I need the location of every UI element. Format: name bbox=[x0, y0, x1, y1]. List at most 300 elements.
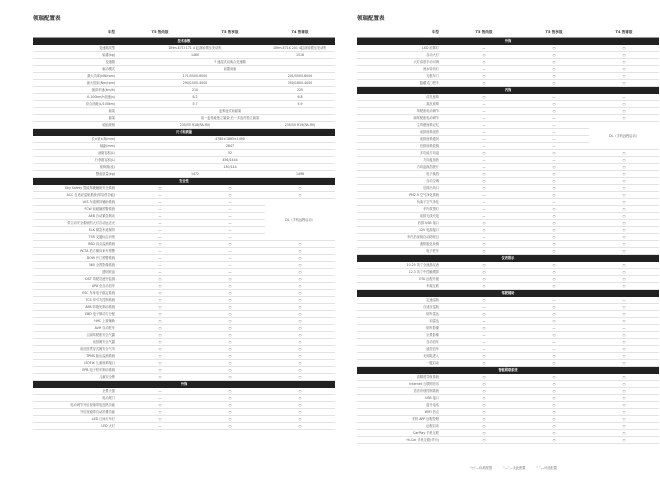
value-cell: ○ bbox=[449, 227, 519, 234]
row-label: 驾驶座电动调节 bbox=[357, 108, 449, 115]
value-cell: ○ bbox=[195, 297, 265, 304]
row-label: 后排出风口 bbox=[357, 185, 449, 192]
table-row bbox=[357, 220, 659, 227]
row-label: 真皮座椅 bbox=[357, 101, 449, 108]
value-cell: ○ bbox=[519, 430, 589, 437]
value-cell: ○ bbox=[449, 220, 519, 227]
row-label: 无框车门 bbox=[357, 73, 449, 80]
section-header bbox=[33, 129, 335, 136]
table-row bbox=[33, 353, 335, 360]
value-cell: 201/5500-6000 bbox=[265, 73, 335, 80]
value-cell: ○ bbox=[265, 276, 335, 283]
value-cell: ○ bbox=[449, 262, 519, 269]
value-cell: ○ bbox=[589, 213, 659, 220]
value-cell: ○ bbox=[195, 374, 265, 381]
row-label: 遮阳板化妆镜 bbox=[357, 241, 449, 248]
value-cell: ○ bbox=[265, 360, 335, 367]
row-label: DOW 开门预警系统 bbox=[33, 255, 125, 262]
value-cell: ○ bbox=[449, 73, 519, 80]
row-label: 10.25 英寸全液晶仪表 bbox=[357, 262, 449, 269]
table-row bbox=[357, 101, 659, 108]
value-cell: ○ bbox=[265, 269, 335, 276]
value-cell: ○ bbox=[589, 409, 659, 416]
value-cell: ○ bbox=[519, 409, 589, 416]
table-row bbox=[33, 122, 335, 129]
value-cell: ○ bbox=[519, 192, 589, 199]
value-cell: — bbox=[449, 115, 519, 122]
value-cell: ○ bbox=[589, 248, 659, 255]
value-cell: ○ bbox=[449, 353, 519, 360]
row-label: Internet 互联网音乐 bbox=[357, 381, 449, 388]
value-cell: ○ bbox=[519, 59, 589, 66]
value-cell: ○ bbox=[265, 241, 335, 248]
value-cell: ○ bbox=[125, 346, 195, 353]
value-cell: ○ bbox=[265, 283, 335, 290]
value-cell: ○ bbox=[519, 402, 589, 409]
table-row bbox=[357, 178, 659, 185]
value-cell: ○ bbox=[519, 423, 589, 430]
row-label: 驱动模式 bbox=[33, 66, 125, 73]
value-cell: ○ bbox=[265, 255, 335, 262]
table-row bbox=[357, 283, 659, 290]
row-label: 电动调节外后视镜带电加热功能 bbox=[33, 402, 125, 409]
table-row bbox=[33, 199, 335, 206]
section-header bbox=[33, 381, 335, 388]
row-label: DST 驾驶员疲劳监测 bbox=[33, 276, 125, 283]
row-label: 高精度导航系统 bbox=[357, 374, 449, 381]
table-row bbox=[33, 73, 335, 80]
value-cell: ○ bbox=[519, 269, 589, 276]
table-row bbox=[33, 283, 335, 290]
row-label: 最高车速(km/h) bbox=[33, 87, 125, 94]
value-cell: ○ bbox=[195, 332, 265, 339]
value-cell: — bbox=[125, 388, 195, 395]
value-cell: ○ bbox=[589, 80, 659, 87]
value-cell: ○ bbox=[589, 423, 659, 430]
value-cell: ○ bbox=[265, 416, 335, 423]
row-label: 变速箱 bbox=[33, 59, 125, 66]
value-cell: ○ bbox=[589, 52, 659, 59]
row-label: 车载互联 bbox=[357, 283, 449, 290]
table-row bbox=[357, 430, 659, 437]
table-row bbox=[357, 332, 659, 339]
row-label: CarPlay 手机互联 bbox=[357, 430, 449, 437]
value-cell: ○ bbox=[265, 367, 335, 374]
row-label: LED 大灯 bbox=[33, 423, 125, 430]
row-label: 前排无线充电 bbox=[357, 213, 449, 220]
value-cell: — bbox=[125, 192, 195, 199]
value-cell: ○ bbox=[125, 290, 195, 297]
value-cell: — bbox=[125, 220, 195, 227]
table-row bbox=[33, 360, 335, 367]
value-cell: 1472 bbox=[125, 171, 265, 178]
value-cell: ○ bbox=[125, 241, 195, 248]
value-cell: ○ bbox=[519, 437, 589, 444]
row-label: ELK 紧急车道保持 bbox=[33, 227, 125, 234]
value-cell: ○ bbox=[519, 416, 589, 423]
row-label: 轴距(mm) bbox=[33, 143, 125, 150]
value-cell: ○ bbox=[195, 388, 265, 395]
header-cell: T4 智尊版 bbox=[589, 26, 659, 38]
table-row bbox=[33, 423, 335, 430]
row-label: 自动空调 bbox=[357, 178, 449, 185]
value-cell: ○ bbox=[125, 311, 195, 318]
table-row bbox=[33, 269, 335, 276]
value-cell: ○ bbox=[519, 318, 589, 325]
page-title-right: 领瑞配置表 bbox=[357, 16, 385, 22]
table-row bbox=[33, 304, 335, 311]
value-cell: — bbox=[519, 157, 589, 164]
value-cell: ○ bbox=[519, 304, 589, 311]
page-title-left: 领瑞配置表 bbox=[33, 16, 61, 22]
value-cell: ○ bbox=[449, 381, 519, 388]
value-cell: ○ bbox=[519, 227, 589, 234]
value-cell: — bbox=[125, 269, 195, 276]
value-cell: ○ bbox=[195, 395, 265, 402]
row-label: 仿皮座椅 bbox=[357, 94, 449, 101]
value-cell: — bbox=[195, 199, 265, 206]
value-cell: 220 bbox=[265, 87, 335, 94]
value-cell: — bbox=[519, 122, 589, 129]
table-header bbox=[33, 26, 335, 38]
row-label: APA 全自动泊车 bbox=[33, 283, 125, 290]
value-cell: ○ bbox=[265, 290, 335, 297]
value-cell: 5.9 bbox=[265, 101, 335, 108]
value-cell: ○ bbox=[125, 409, 195, 416]
row-label: 行李箱容积(L) bbox=[33, 157, 125, 164]
header-cell: 车型 bbox=[33, 26, 125, 38]
value-cell: — bbox=[195, 220, 265, 227]
row-label: LED 日间行车灯 bbox=[33, 416, 125, 423]
value-cell: ○ bbox=[589, 395, 659, 402]
value-cell: ○ bbox=[449, 297, 519, 304]
value-cell: ○ bbox=[519, 395, 589, 402]
value-cell: ○ bbox=[449, 241, 519, 248]
row-label: USB 接口 bbox=[357, 395, 449, 402]
value-cell: ○ bbox=[519, 150, 589, 157]
table-row bbox=[33, 143, 335, 150]
value-cell: ○ bbox=[195, 423, 265, 430]
row-label: 电动尾门 bbox=[33, 395, 125, 402]
row-label: 车内后视镜自动防眩目 bbox=[357, 234, 449, 241]
value-cell: ○ bbox=[125, 353, 195, 360]
row-label: ISOFIX 儿童座椅接口 bbox=[33, 360, 125, 367]
section-title: 技术参数 bbox=[33, 38, 335, 45]
value-cell: — bbox=[449, 304, 519, 311]
value-cell: — bbox=[589, 94, 659, 101]
value-cell: ○ bbox=[449, 178, 519, 185]
row-label: AEB 自动紧急制动 bbox=[33, 213, 125, 220]
value-cell: DHm-E71I 171 4 缸涡轮增压发动机 bbox=[125, 45, 265, 52]
value-cell: 6.8 bbox=[265, 94, 335, 101]
value-cell: ○ bbox=[519, 185, 589, 192]
value-cell: ○ bbox=[265, 388, 335, 395]
value-cell: ○ bbox=[125, 360, 195, 367]
value-cell: ○ bbox=[125, 416, 195, 423]
table-row bbox=[33, 52, 335, 59]
value-cell: — bbox=[449, 66, 519, 73]
table-row bbox=[357, 213, 659, 220]
table-row bbox=[33, 402, 335, 409]
row-label: 电子驻车 bbox=[357, 248, 449, 255]
row-label: 变速箱类型 bbox=[33, 45, 125, 52]
value-cell: — bbox=[449, 136, 519, 143]
value-cell: — bbox=[449, 122, 519, 129]
row-label: 前排座椅通风 bbox=[357, 136, 449, 143]
row-label: 悬架 bbox=[33, 115, 125, 122]
value-cell: ○ bbox=[449, 52, 519, 59]
table-row bbox=[357, 171, 659, 178]
value-cell: — bbox=[449, 339, 519, 346]
section-title: 驾驶辅助 bbox=[357, 290, 659, 297]
value-cell: ○ bbox=[589, 157, 659, 164]
value-cell: ○ bbox=[265, 185, 335, 192]
value-cell: — bbox=[125, 255, 195, 262]
row-label: 前排座椅加热 bbox=[357, 129, 449, 136]
table-row bbox=[357, 227, 659, 234]
row-label: 轴重(kg) bbox=[33, 52, 125, 59]
table-row bbox=[357, 304, 659, 311]
table-row bbox=[357, 192, 659, 199]
value-cell: ○ bbox=[589, 276, 659, 283]
section-title: 外饰 bbox=[33, 381, 335, 388]
section-header bbox=[357, 38, 659, 45]
value-cell: ○ bbox=[589, 150, 659, 157]
table-row bbox=[33, 276, 335, 283]
value-cell: ○ bbox=[265, 409, 335, 416]
value-cell: ○ bbox=[265, 353, 335, 360]
table-row bbox=[357, 374, 659, 381]
table-row bbox=[357, 346, 659, 353]
row-label: 自动泊车 bbox=[357, 339, 449, 346]
row-label: 长×宽×高(mm) bbox=[33, 136, 125, 143]
value-cell: ○ bbox=[519, 374, 589, 381]
row-label: WIFI 热点 bbox=[357, 409, 449, 416]
table-row bbox=[33, 94, 335, 101]
value-cell: — bbox=[195, 262, 265, 269]
value-cell: — bbox=[449, 206, 519, 213]
value-cell: ○ bbox=[589, 220, 659, 227]
value-cell: ○ bbox=[125, 283, 195, 290]
value-cell: ○ bbox=[265, 402, 335, 409]
header-cell: T5 智尚版 bbox=[125, 26, 195, 38]
row-label: 悬架 bbox=[33, 108, 125, 115]
value-cell: — bbox=[195, 234, 265, 241]
value-cell: 1516 bbox=[265, 52, 335, 59]
table-row bbox=[357, 66, 659, 73]
value-cell: ○ bbox=[589, 318, 659, 325]
value-cell: ○ bbox=[125, 374, 195, 381]
row-label: 最大功率(kW/rpm) bbox=[33, 73, 125, 80]
value-cell: ○ bbox=[589, 360, 659, 367]
value-cell: ○ bbox=[265, 318, 335, 325]
value-cell: ○ bbox=[589, 332, 659, 339]
section-title: 尺寸和质量 bbox=[33, 129, 335, 136]
value-cell: ○ bbox=[449, 150, 519, 157]
row-label: FCW 前碰撞预警系统 bbox=[33, 206, 125, 213]
value-cell: ○ bbox=[519, 248, 589, 255]
row-label: TSR 交通标志识别 bbox=[33, 234, 125, 241]
table-row bbox=[33, 332, 335, 339]
value-cell: — bbox=[125, 262, 195, 269]
value-cell: ○ bbox=[449, 276, 519, 283]
value-cell: — bbox=[449, 213, 519, 220]
row-label: 轮胎规格 bbox=[33, 122, 125, 129]
value-cell: ○ bbox=[265, 297, 335, 304]
value-cell: ○ bbox=[265, 325, 335, 332]
value-cell: — bbox=[449, 143, 519, 150]
value-cell: ○ bbox=[265, 192, 335, 199]
value-cell: ○ bbox=[195, 192, 265, 199]
value-cell: — bbox=[519, 325, 589, 332]
value-cell: — bbox=[125, 248, 195, 255]
row-label: 综合油耗(L/100km) bbox=[33, 101, 125, 108]
value-cell: ○ bbox=[589, 353, 659, 360]
row-label: 0-100km/h加速(s) bbox=[33, 94, 125, 101]
table-row bbox=[357, 381, 659, 388]
value-cell: — bbox=[125, 423, 195, 430]
value-cell: ○ bbox=[589, 101, 659, 108]
value-cell: — bbox=[519, 199, 589, 206]
value-cell: ○ bbox=[195, 346, 265, 353]
table-row bbox=[357, 206, 659, 213]
table-row bbox=[357, 325, 659, 332]
row-label: ABS 防抱死制动系统 bbox=[33, 304, 125, 311]
table-row bbox=[33, 318, 335, 325]
row-label: LED 前雾灯 bbox=[357, 45, 449, 52]
value-cell: — bbox=[125, 227, 195, 234]
table-row bbox=[33, 66, 335, 73]
table-row bbox=[33, 192, 335, 199]
value-cell: ○ bbox=[519, 241, 589, 248]
value-cell: ○ bbox=[589, 437, 659, 444]
row-label: 多功能方向盘 bbox=[357, 150, 449, 157]
value-cell: ○ bbox=[519, 178, 589, 185]
value-cell: — bbox=[449, 164, 519, 171]
value-cell: ○ bbox=[589, 374, 659, 381]
table-row bbox=[357, 262, 659, 269]
value-cell: ○ bbox=[589, 45, 659, 52]
value-cell: ○ bbox=[125, 325, 195, 332]
value-cell: ○ bbox=[449, 94, 519, 101]
value-cell: — bbox=[449, 157, 519, 164]
table-row bbox=[357, 59, 659, 66]
table-row bbox=[357, 388, 659, 395]
value-cell: ○ bbox=[589, 269, 659, 276]
table-header bbox=[357, 26, 659, 38]
row-label: 360 全景影像系统 bbox=[33, 262, 125, 269]
value-cell: ○ bbox=[589, 59, 659, 66]
value-cell: ○ bbox=[589, 339, 659, 346]
table-row bbox=[33, 87, 335, 94]
value-cell: — bbox=[195, 213, 265, 220]
value-cell: ○ bbox=[125, 402, 195, 409]
row-label: AVH 自动驻车 bbox=[33, 325, 125, 332]
row-label: 遥控泊车 bbox=[357, 346, 449, 353]
table-row bbox=[33, 297, 335, 304]
table-row bbox=[33, 388, 335, 395]
row-label: HHC 上坡辅助 bbox=[33, 318, 125, 325]
value-cell: ○ bbox=[265, 311, 335, 318]
value-cell: ○ bbox=[589, 206, 659, 213]
table-row bbox=[357, 437, 659, 444]
table-row bbox=[357, 164, 659, 171]
value-cell: ○ bbox=[195, 339, 265, 346]
value-cell: — bbox=[519, 94, 589, 101]
table-row bbox=[33, 339, 335, 346]
table-row bbox=[33, 255, 335, 262]
value-cell: ○ bbox=[519, 234, 589, 241]
table-row bbox=[357, 73, 659, 80]
spec-table-left bbox=[33, 26, 333, 430]
row-label: 定速巡航 bbox=[357, 297, 449, 304]
value-cell: ○ bbox=[449, 360, 519, 367]
value-cell: — bbox=[449, 108, 519, 115]
value-cell: — bbox=[449, 318, 519, 325]
value-cell: ○ bbox=[519, 73, 589, 80]
value-cell: — bbox=[195, 255, 265, 262]
value-cell: ○ bbox=[519, 101, 589, 108]
table-row bbox=[357, 276, 659, 283]
value-cell: 456/1444 bbox=[125, 157, 335, 164]
row-label: 前后排贯穿式侧安全气帘 bbox=[33, 346, 125, 353]
value-cell: — bbox=[195, 206, 265, 213]
value-cell: ○ bbox=[125, 332, 195, 339]
row-label: 主副驾驶座安全气囊 bbox=[33, 332, 125, 339]
value-cell: — bbox=[519, 115, 589, 122]
table-row bbox=[33, 157, 335, 164]
value-cell: ○ bbox=[519, 262, 589, 269]
value-cell: 52 bbox=[125, 150, 335, 157]
row-label: TPMS 胎压监测系统 bbox=[33, 353, 125, 360]
value-cell: ○ bbox=[589, 171, 659, 178]
value-cell: ○ bbox=[195, 276, 265, 283]
value-cell: — bbox=[449, 129, 519, 136]
row-label: 手机 APP 远程控制 bbox=[357, 416, 449, 423]
row-label: OTA 远程升级 bbox=[357, 276, 449, 283]
row-label: 前排侧安全气囊 bbox=[33, 339, 125, 346]
value-cell: ○ bbox=[519, 171, 589, 178]
value-cell: ○ bbox=[125, 304, 195, 311]
table-row bbox=[33, 367, 335, 374]
value-cell: — bbox=[449, 101, 519, 108]
value-cell: ○ bbox=[195, 283, 265, 290]
value-cell: ○ bbox=[125, 276, 195, 283]
value-cell: — bbox=[125, 234, 195, 241]
value-cell: ○ bbox=[195, 311, 265, 318]
value-cell: ○ bbox=[589, 178, 659, 185]
row-label: 后排座椅放倒 bbox=[357, 143, 449, 150]
row-label: EPB 电子驻车制动系统 bbox=[33, 367, 125, 374]
value-cell: ○ bbox=[265, 339, 335, 346]
value-cell: — bbox=[589, 325, 659, 332]
table-row bbox=[33, 45, 335, 52]
table-row bbox=[33, 395, 335, 402]
value-cell: ○ bbox=[449, 283, 519, 290]
table-row bbox=[357, 108, 659, 115]
value-cell: — bbox=[519, 339, 589, 346]
value-cell: ○ bbox=[265, 423, 335, 430]
row-label: RCTA 后方横向来车预警 bbox=[33, 248, 125, 255]
value-cell: ○ bbox=[125, 339, 195, 346]
value-cell: — bbox=[125, 395, 195, 402]
value-cell: ○ bbox=[449, 59, 519, 66]
row-label: TCS 牵引力控制系统 bbox=[33, 297, 125, 304]
value-cell: ○ bbox=[589, 115, 659, 122]
value-cell: 1498 bbox=[265, 171, 335, 178]
section-header bbox=[33, 178, 335, 185]
table-row bbox=[357, 199, 659, 206]
